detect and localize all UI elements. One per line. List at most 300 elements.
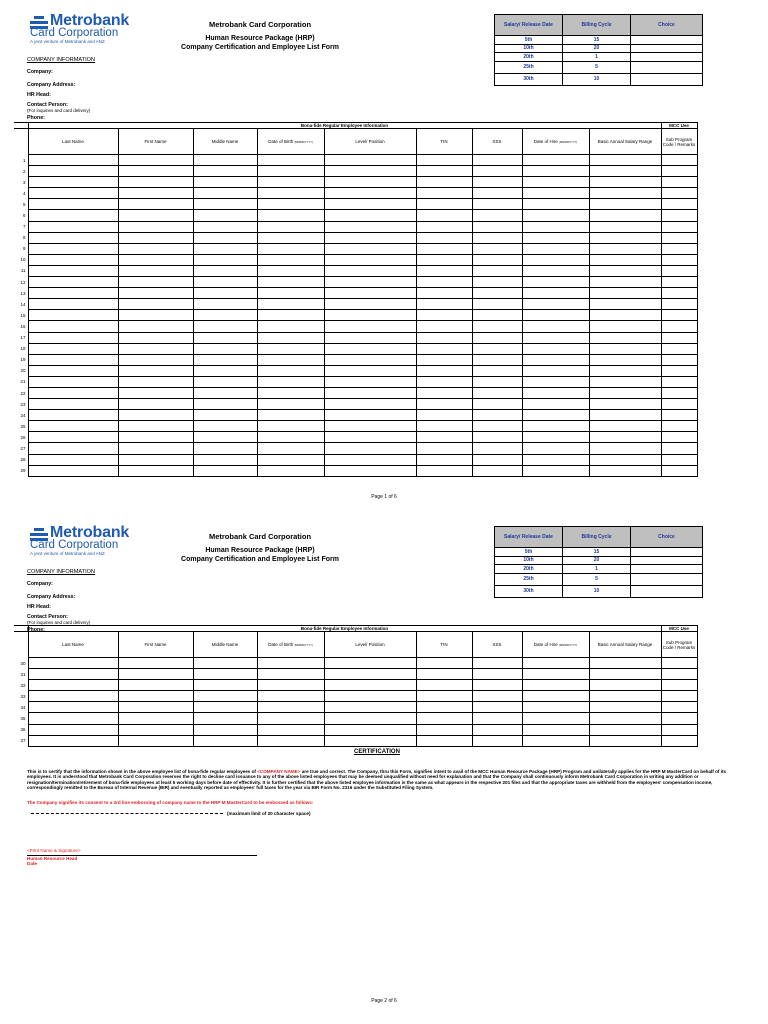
employee-cell[interactable] [416,680,472,691]
employee-cell[interactable] [118,221,193,232]
employee-cell[interactable] [522,465,589,476]
employee-cell[interactable] [416,387,472,398]
employee-cell[interactable] [522,354,589,365]
choice-cell[interactable] [631,44,703,53]
employee-cell[interactable] [193,332,257,343]
employee-cell[interactable] [118,658,193,669]
employee-cell[interactable] [118,443,193,454]
employee-cell[interactable] [416,354,472,365]
choice-cell[interactable] [631,61,703,73]
employee-cell[interactable] [522,713,589,724]
choice-cell[interactable] [631,53,703,62]
employee-cell[interactable] [193,310,257,321]
employee-cell[interactable] [416,265,472,276]
employee-cell[interactable] [661,310,697,321]
employee-cell[interactable] [28,321,118,332]
employee-cell[interactable] [193,254,257,265]
employee-cell[interactable] [324,332,416,343]
employee-cell[interactable] [28,691,118,702]
employee-cell[interactable] [118,232,193,243]
employee-cell[interactable] [324,155,416,166]
employee-cell[interactable] [28,232,118,243]
employee-cell[interactable] [522,299,589,310]
employee-cell[interactable] [589,254,661,265]
employee-cell[interactable] [589,376,661,387]
employee-cell[interactable] [472,399,522,410]
employee-cell[interactable] [257,221,324,232]
employee-cell[interactable] [257,321,324,332]
employee-cell[interactable] [661,343,697,354]
employee-cell[interactable] [416,232,472,243]
employee-cell[interactable] [522,310,589,321]
employee-cell[interactable] [416,343,472,354]
employee-cell[interactable] [661,243,697,254]
employee-cell[interactable] [589,354,661,365]
employee-cell[interactable] [416,724,472,735]
employee-cell[interactable] [522,454,589,465]
choice-cell[interactable] [631,565,703,574]
employee-cell[interactable] [661,735,697,746]
employee-cell[interactable] [472,365,522,376]
employee-cell[interactable] [416,365,472,376]
employee-cell[interactable] [193,210,257,221]
employee-cell[interactable] [28,443,118,454]
employee-cell[interactable] [522,421,589,432]
employee-cell[interactable] [193,465,257,476]
employee-cell[interactable] [118,254,193,265]
employee-cell[interactable] [193,691,257,702]
employee-cell[interactable] [324,166,416,177]
employee-cell[interactable] [257,410,324,421]
employee-cell[interactable] [661,443,697,454]
employee-cell[interactable] [522,166,589,177]
employee-cell[interactable] [522,210,589,221]
employee-cell[interactable] [661,680,697,691]
employee-cell[interactable] [193,232,257,243]
employee-cell[interactable] [324,658,416,669]
employee-cell[interactable] [118,702,193,713]
employee-cell[interactable] [522,343,589,354]
employee-cell[interactable] [28,713,118,724]
employee-cell[interactable] [257,265,324,276]
employee-cell[interactable] [257,387,324,398]
employee-cell[interactable] [193,443,257,454]
employee-cell[interactable] [661,454,697,465]
employee-cell[interactable] [661,691,697,702]
employee-cell[interactable] [193,410,257,421]
employee-cell[interactable] [472,669,522,680]
employee-cell[interactable] [324,713,416,724]
employee-cell[interactable] [324,691,416,702]
employee-cell[interactable] [257,188,324,199]
employee-cell[interactable] [472,177,522,188]
employee-cell[interactable] [257,299,324,310]
employee-cell[interactable] [522,177,589,188]
employee-cell[interactable] [257,210,324,221]
employee-cell[interactable] [324,210,416,221]
employee-cell[interactable] [193,343,257,354]
employee-cell[interactable] [193,155,257,166]
employee-cell[interactable] [118,365,193,376]
employee-cell[interactable] [193,399,257,410]
employee-cell[interactable] [118,669,193,680]
employee-cell[interactable] [661,188,697,199]
employee-cell[interactable] [257,155,324,166]
employee-cell[interactable] [118,210,193,221]
employee-cell[interactable] [589,299,661,310]
choice-cell[interactable] [631,573,703,585]
employee-cell[interactable] [324,702,416,713]
employee-cell[interactable] [324,299,416,310]
employee-cell[interactable] [118,166,193,177]
employee-cell[interactable] [118,199,193,210]
employee-cell[interactable] [661,321,697,332]
employee-cell[interactable] [522,254,589,265]
employee-cell[interactable] [522,265,589,276]
employee-cell[interactable] [416,702,472,713]
employee-cell[interactable] [257,365,324,376]
employee-cell[interactable] [589,221,661,232]
employee-cell[interactable] [661,265,697,276]
choice-cell[interactable] [631,585,703,597]
employee-cell[interactable] [324,410,416,421]
employee-cell[interactable] [661,465,697,476]
employee-cell[interactable] [416,166,472,177]
employee-cell[interactable] [472,680,522,691]
employee-cell[interactable] [118,454,193,465]
employee-cell[interactable] [118,343,193,354]
employee-cell[interactable] [28,724,118,735]
employee-cell[interactable] [416,199,472,210]
employee-cell[interactable] [416,399,472,410]
employee-cell[interactable] [257,199,324,210]
employee-cell[interactable] [522,387,589,398]
employee-cell[interactable] [257,277,324,288]
employee-cell[interactable] [118,387,193,398]
employee-cell[interactable] [28,410,118,421]
employee-cell[interactable] [324,354,416,365]
employee-cell[interactable] [193,387,257,398]
employee-cell[interactable] [522,691,589,702]
employee-cell[interactable] [257,332,324,343]
employee-cell[interactable] [118,465,193,476]
employee-cell[interactable] [28,221,118,232]
employee-cell[interactable] [416,254,472,265]
employee-cell[interactable] [257,724,324,735]
employee-cell[interactable] [589,724,661,735]
employee-cell[interactable] [472,166,522,177]
employee-cell[interactable] [472,343,522,354]
employee-cell[interactable] [28,277,118,288]
employee-cell[interactable] [324,221,416,232]
employee-cell[interactable] [324,454,416,465]
employee-cell[interactable] [522,321,589,332]
employee-cell[interactable] [193,669,257,680]
employee-cell[interactable] [522,221,589,232]
employee-cell[interactable] [324,735,416,746]
employee-cell[interactable] [28,454,118,465]
employee-cell[interactable] [257,243,324,254]
employee-cell[interactable] [257,399,324,410]
employee-cell[interactable] [257,669,324,680]
employee-cell[interactable] [661,399,697,410]
employee-cell[interactable] [324,277,416,288]
employee-cell[interactable] [472,658,522,669]
employee-cell[interactable] [324,265,416,276]
employee-cell[interactable] [589,680,661,691]
employee-cell[interactable] [324,387,416,398]
employee-cell[interactable] [193,713,257,724]
employee-cell[interactable] [661,387,697,398]
employee-cell[interactable] [661,724,697,735]
employee-cell[interactable] [661,410,697,421]
employee-cell[interactable] [522,188,589,199]
employee-cell[interactable] [589,177,661,188]
employee-cell[interactable] [118,680,193,691]
employee-cell[interactable] [416,321,472,332]
employee-cell[interactable] [118,277,193,288]
employee-cell[interactable] [257,177,324,188]
employee-cell[interactable] [193,376,257,387]
employee-cell[interactable] [416,288,472,299]
employee-cell[interactable] [193,454,257,465]
employee-cell[interactable] [193,702,257,713]
employee-cell[interactable] [416,658,472,669]
employee-cell[interactable] [28,166,118,177]
employee-cell[interactable] [589,465,661,476]
employee-cell[interactable] [522,669,589,680]
employee-cell[interactable] [589,669,661,680]
employee-cell[interactable] [416,155,472,166]
employee-cell[interactable] [193,321,257,332]
employee-cell[interactable] [472,410,522,421]
employee-cell[interactable] [472,254,522,265]
employee-cell[interactable] [28,210,118,221]
employee-cell[interactable] [661,166,697,177]
employee-cell[interactable] [472,299,522,310]
employee-cell[interactable] [324,465,416,476]
employee-cell[interactable] [661,299,697,310]
employee-cell[interactable] [416,410,472,421]
employee-cell[interactable] [28,343,118,354]
employee-cell[interactable] [589,343,661,354]
employee-cell[interactable] [324,243,416,254]
employee-cell[interactable] [589,265,661,276]
employee-cell[interactable] [193,265,257,276]
employee-cell[interactable] [193,177,257,188]
employee-cell[interactable] [589,443,661,454]
employee-cell[interactable] [118,243,193,254]
employee-cell[interactable] [472,354,522,365]
employee-cell[interactable] [257,454,324,465]
employee-cell[interactable] [193,724,257,735]
employee-cell[interactable] [193,680,257,691]
employee-cell[interactable] [472,210,522,221]
employee-cell[interactable] [661,702,697,713]
employee-cell[interactable] [661,155,697,166]
employee-cell[interactable] [522,332,589,343]
employee-cell[interactable] [416,376,472,387]
employee-cell[interactable] [589,188,661,199]
employee-cell[interactable] [324,177,416,188]
employee-cell[interactable] [324,310,416,321]
employee-cell[interactable] [661,332,697,343]
employee-cell[interactable] [257,421,324,432]
employee-cell[interactable] [416,443,472,454]
employee-cell[interactable] [28,243,118,254]
employee-cell[interactable] [28,702,118,713]
employee-cell[interactable] [589,277,661,288]
employee-cell[interactable] [522,277,589,288]
employee-cell[interactable] [661,365,697,376]
employee-cell[interactable] [472,713,522,724]
employee-cell[interactable] [416,432,472,443]
employee-cell[interactable] [589,432,661,443]
employee-cell[interactable] [193,288,257,299]
employee-cell[interactable] [522,735,589,746]
employee-cell[interactable] [118,155,193,166]
employee-cell[interactable] [118,332,193,343]
employee-cell[interactable] [118,735,193,746]
employee-cell[interactable] [522,243,589,254]
employee-cell[interactable] [416,669,472,680]
employee-cell[interactable] [257,254,324,265]
employee-cell[interactable] [118,724,193,735]
employee-cell[interactable] [257,354,324,365]
employee-cell[interactable] [522,399,589,410]
employee-cell[interactable] [472,310,522,321]
employee-cell[interactable] [257,465,324,476]
employee-cell[interactable] [324,376,416,387]
employee-cell[interactable] [324,724,416,735]
employee-cell[interactable] [324,288,416,299]
employee-cell[interactable] [589,702,661,713]
employee-cell[interactable] [661,713,697,724]
employee-cell[interactable] [661,421,697,432]
employee-cell[interactable] [118,376,193,387]
employee-cell[interactable] [472,199,522,210]
employee-cell[interactable] [28,376,118,387]
employee-cell[interactable] [324,680,416,691]
employee-cell[interactable] [472,443,522,454]
employee-cell[interactable] [324,321,416,332]
employee-cell[interactable] [522,288,589,299]
employee-cell[interactable] [257,702,324,713]
employee-cell[interactable] [522,410,589,421]
employee-cell[interactable] [589,321,661,332]
employee-cell[interactable] [193,354,257,365]
employee-cell[interactable] [522,724,589,735]
employee-cell[interactable] [589,454,661,465]
employee-cell[interactable] [661,221,697,232]
employee-cell[interactable] [193,188,257,199]
employee-cell[interactable] [416,188,472,199]
employee-cell[interactable] [472,155,522,166]
employee-cell[interactable] [472,232,522,243]
employee-cell[interactable] [28,387,118,398]
employee-cell[interactable] [661,432,697,443]
employee-cell[interactable] [416,277,472,288]
employee-cell[interactable] [661,658,697,669]
employee-cell[interactable] [661,254,697,265]
employee-cell[interactable] [193,166,257,177]
employee-cell[interactable] [589,332,661,343]
employee-cell[interactable] [28,199,118,210]
employee-cell[interactable] [472,724,522,735]
employee-cell[interactable] [28,265,118,276]
employee-cell[interactable] [589,210,661,221]
employee-cell[interactable] [661,210,697,221]
employee-cell[interactable] [416,299,472,310]
employee-cell[interactable] [416,713,472,724]
employee-cell[interactable] [416,221,472,232]
employee-cell[interactable] [522,658,589,669]
employee-cell[interactable] [257,288,324,299]
employee-cell[interactable] [28,465,118,476]
employee-cell[interactable] [193,432,257,443]
employee-cell[interactable] [257,232,324,243]
employee-cell[interactable] [118,265,193,276]
employee-cell[interactable] [28,310,118,321]
employee-cell[interactable] [416,454,472,465]
employee-cell[interactable] [257,166,324,177]
employee-cell[interactable] [661,232,697,243]
employee-cell[interactable] [589,310,661,321]
employee-cell[interactable] [28,669,118,680]
employee-cell[interactable] [324,365,416,376]
employee-cell[interactable] [472,265,522,276]
employee-cell[interactable] [324,254,416,265]
employee-cell[interactable] [118,691,193,702]
employee-cell[interactable] [118,321,193,332]
employee-cell[interactable] [28,365,118,376]
employee-cell[interactable] [416,243,472,254]
employee-cell[interactable] [28,299,118,310]
employee-cell[interactable] [472,277,522,288]
employee-cell[interactable] [661,376,697,387]
employee-cell[interactable] [522,365,589,376]
employee-cell[interactable] [416,310,472,321]
employee-cell[interactable] [522,680,589,691]
employee-cell[interactable] [661,277,697,288]
employee-cell[interactable] [28,254,118,265]
employee-cell[interactable] [589,658,661,669]
employee-cell[interactable] [193,199,257,210]
employee-cell[interactable] [522,443,589,454]
employee-cell[interactable] [257,376,324,387]
employee-cell[interactable] [118,177,193,188]
employee-cell[interactable] [589,243,661,254]
employee-cell[interactable] [589,288,661,299]
employee-cell[interactable] [661,354,697,365]
employee-cell[interactable] [589,421,661,432]
employee-cell[interactable] [118,354,193,365]
employee-cell[interactable] [28,421,118,432]
employee-cell[interactable] [416,465,472,476]
employee-cell[interactable] [661,669,697,680]
choice-cell[interactable] [631,556,703,565]
employee-cell[interactable] [28,680,118,691]
employee-cell[interactable] [257,432,324,443]
employee-cell[interactable] [324,343,416,354]
employee-cell[interactable] [257,310,324,321]
employee-cell[interactable] [589,399,661,410]
employee-cell[interactable] [118,410,193,421]
choice-cell[interactable] [631,36,703,45]
employee-cell[interactable] [472,188,522,199]
employee-cell[interactable] [472,465,522,476]
employee-cell[interactable] [589,691,661,702]
